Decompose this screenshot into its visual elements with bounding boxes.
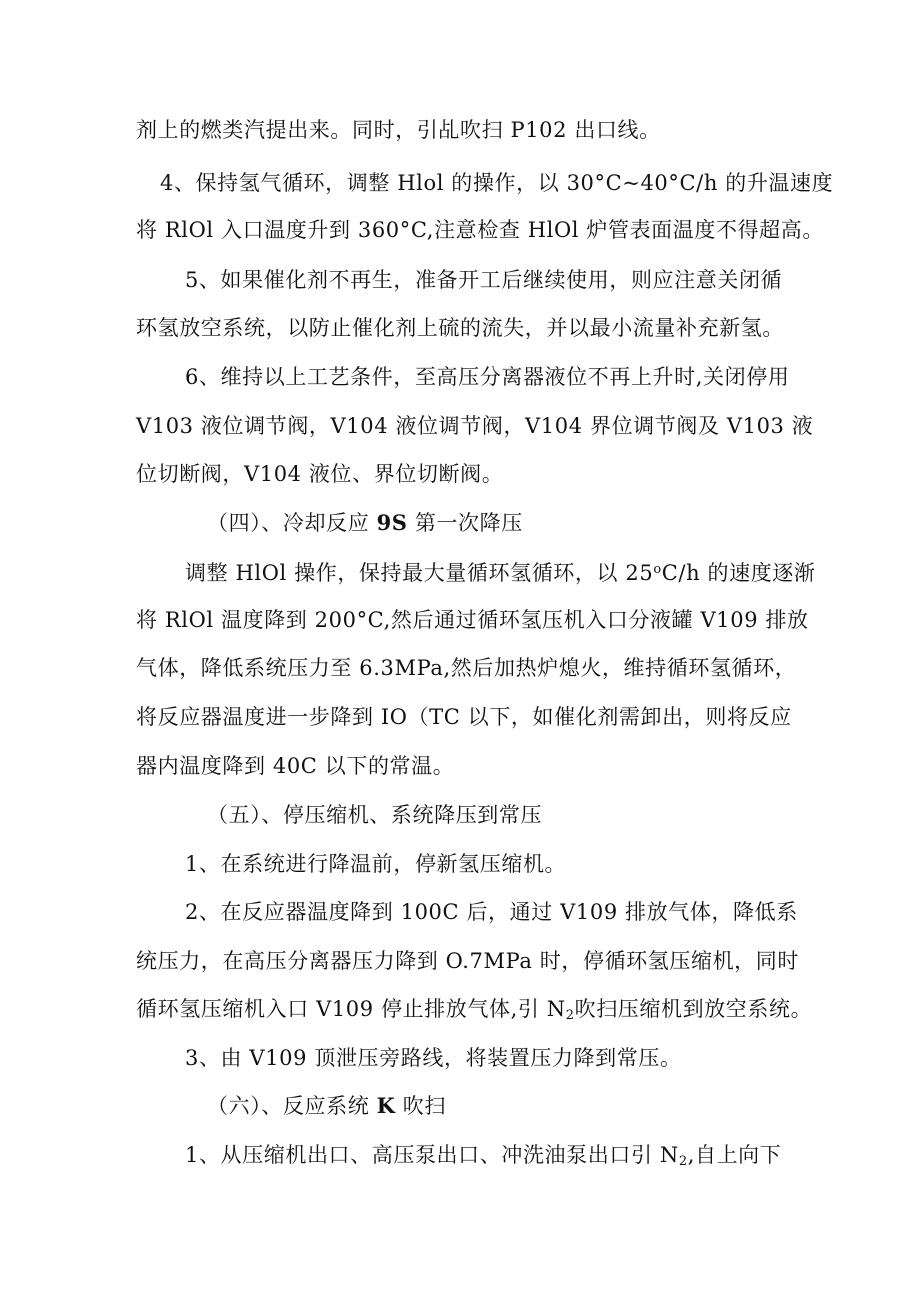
text-line: 将 RlOl 温度降到 200°C,然后通过循环氢压机入口分液罐 V109 排放 (136, 608, 809, 632)
section-heading-5: （五）、停压缩机、系统降压到常压 (207, 803, 543, 827)
subscript: 2 (678, 1154, 688, 1169)
section-heading-4 (207, 508, 523, 538)
text-line: V103 液位调节阀，V104 液位调节阀，V104 界位调节阀及 V103 液 (136, 414, 814, 438)
text-line: 剂上的燃类汽提出来。同时，引乩吹扫 P102 出口线。 (136, 118, 661, 142)
text-line (185, 558, 816, 588)
heading-bold-text: 9S (376, 510, 408, 535)
heading-text: 第一次降压 (407, 511, 523, 535)
subscript: 2 (565, 1008, 575, 1023)
text-line: 将反应器温度进一步降到 IO（TC 以下，如催化剂需卸出，则将反应 (136, 705, 792, 729)
text-line: 3、由 V109 顶泄压旁路线，将装置压力降到常压。 (185, 1046, 682, 1070)
text-segment: 调整 HlOl 操作，保持最大量循环氢循环，以 25 (185, 561, 654, 585)
heading-text: （四）、冷却反应 (207, 511, 377, 535)
text-line: 将 RlOl 入口温度升到 360°C,注意检查 HlOl 炉管表面温度不得超高。 (136, 218, 824, 242)
text-line: 器内温度降到 40C 以下的常温。 (136, 754, 455, 778)
heading-bold-text: K (376, 1093, 396, 1118)
heading-text: 吹扫 (395, 1094, 446, 1118)
text-line: 统压力，在高压分离器压力降到 O.7MPa 时，停循环氢压缩机，同时 (136, 949, 799, 973)
text-line: 6、维持以上工艺条件，至高压分离器液位不再上升时,关闭停用 (185, 365, 790, 389)
text-line: 环氢放空系统，以防止催化剂上硫的流失，并以最小流量补充新氢。 (136, 316, 784, 340)
text-segment: 循环氢压缩机入口 V109 停止排放气体,引 N (136, 997, 566, 1021)
text-segment: 吹扫压缩机到放空系统。 (574, 997, 813, 1021)
heading-text: （六）、反应系统 (207, 1094, 377, 1118)
text-line: 气体，降低系统压力至 6.3MPa,然后加热炉熄火，维持循环氢循环， (136, 656, 797, 680)
text-line: 1、在系统进行降温前，停新氢压缩机。 (185, 852, 567, 876)
text-segment: 1、从压缩机出口、高压泵出口、冲洗油泵出口引 N (185, 1143, 679, 1167)
text-line (136, 994, 812, 1024)
section-heading-6 (207, 1091, 446, 1121)
text-segment: C/h 的速度逐渐 (661, 561, 816, 585)
text-segment: ,自上向下 (687, 1143, 782, 1167)
text-line: 5、如果催化剂不再生，准备开工后继续使用，则应注意关闭循 (185, 268, 783, 292)
text-line: 2、在反应器温度降到 100C 后，通过 V109 排放气体，降低系 (185, 900, 798, 924)
superscript: o (653, 562, 662, 577)
text-line: 4、保持氢气循环，调整 Hlol 的操作，以 30°C~40°C/h 的升温速度 (160, 171, 834, 195)
text-line (185, 1140, 781, 1170)
text-line: 位切断阀，V104 液位、界位切断阀。 (136, 462, 504, 486)
